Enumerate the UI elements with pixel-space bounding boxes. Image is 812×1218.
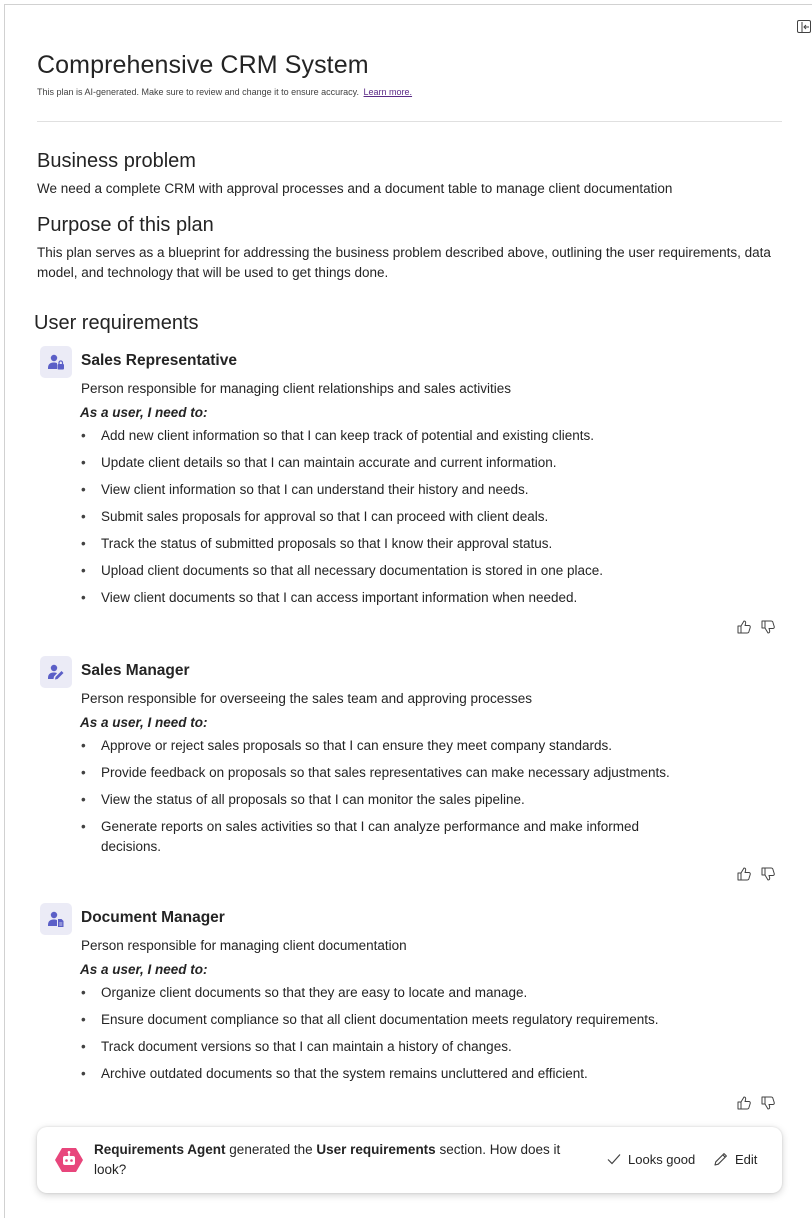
checkmark-icon: [606, 1151, 622, 1167]
learn-more-link[interactable]: Learn more.: [363, 87, 413, 97]
person-edit-icon: [47, 663, 65, 681]
persona-card-sales-manager: [40, 656, 782, 888]
requirement-item: • Submit sales proposals for approval so that I can proceed with client deals.: [80, 507, 680, 527]
requirement-item: • Update client details so that I can maintain accurate and current information.: [80, 453, 680, 473]
agent-message: [94, 1140, 574, 1180]
edit-label: Edit: [735, 1151, 758, 1167]
section-name: User requirements: [316, 1142, 436, 1157]
requirement-item: • Provide feedback on proposals so that sales representatives can make necessary adjustments.: [80, 763, 680, 783]
agent-bot-icon: [55, 1146, 83, 1174]
requirement-item: • View client information so that I can understand their history and needs.: [80, 480, 680, 500]
page-title: Comprehensive CRM System: [37, 51, 369, 79]
disclaimer-text: This plan is AI-generated. Make sure to review and change it to ensure accuracy.: [37, 87, 360, 97]
collapse-panel-icon[interactable]: [797, 20, 811, 33]
persona-description: Person responsible for overseeing the sales team and approving processes: [81, 691, 533, 706]
purpose-heading: Purpose of this plan: [37, 214, 214, 236]
requirement-item: • Approve or reject sales proposals so that I can ensure they meet company standards.: [80, 736, 680, 756]
edit-button[interactable]: [713, 1151, 757, 1167]
pencil-icon: [713, 1151, 729, 1167]
business-problem-section: [37, 149, 782, 199]
looks-good-button[interactable]: [606, 1151, 695, 1167]
thumbs-up-icon[interactable]: [736, 866, 752, 882]
persona-name: Sales Representative: [81, 352, 237, 369]
persona-avatar: [40, 903, 72, 935]
requirements-list: [80, 736, 680, 864]
frame-left-border: [4, 4, 5, 1218]
persona-description: Person responsible for managing client documentation: [81, 938, 407, 953]
agent-feedback-bar: [37, 1127, 782, 1193]
need-label: As a user, I need to:: [80, 405, 208, 420]
persona-card-document-manager: [40, 903, 782, 1118]
plan-header: [37, 50, 782, 98]
need-label: As a user, I need to:: [80, 715, 208, 730]
requirement-item: • Track the status of submitted proposals so that I know their approval status.: [80, 534, 680, 554]
persona-card-sales-representative: [40, 346, 782, 641]
requirement-item: • View client documents so that I can access important information when needed.: [80, 588, 680, 608]
requirement-item: • Upload client documents so that all necessary documentation is stored in one place.: [80, 561, 680, 581]
requirement-item: • View the status of all proposals so that I can monitor the sales pipeline.: [80, 790, 680, 810]
requirements-list: [80, 426, 680, 615]
persona-name: Sales Manager: [81, 662, 190, 679]
thumbs-down-icon[interactable]: [760, 1095, 776, 1111]
person-lock-icon: [47, 353, 65, 371]
frame-top-border: [4, 4, 812, 5]
feedback-controls: [736, 866, 776, 882]
thumbs-down-icon[interactable]: [760, 619, 776, 635]
requirement-item: • Archive outdated documents so that the system remains uncluttered and efficient.: [80, 1064, 680, 1084]
purpose-text: This plan serves as a blueprint for addressing the business problem described above, outlining the user requirements, data model, and technology that will be used to get things done.: [37, 245, 771, 280]
persona-description: Person responsible for managing client relationships and sales activities: [81, 381, 511, 396]
feedback-controls: [736, 619, 776, 635]
agent-message-mid: generated the: [229, 1142, 313, 1157]
header-divider: [37, 121, 782, 122]
persona-avatar: [40, 346, 72, 378]
user-requirements-heading: User requirements: [34, 312, 199, 334]
agent-name: Requirements Agent: [94, 1142, 226, 1157]
feedback-controls: [736, 1095, 776, 1111]
ai-disclaimer: [37, 86, 782, 98]
thumbs-down-icon[interactable]: [760, 866, 776, 882]
requirement-item: • Add new client information so that I can keep track of potential and existing clients.: [80, 426, 680, 446]
need-label: As a user, I need to:: [80, 962, 208, 977]
requirement-item: • Generate reports on sales activities so that I can analyze performance and make informed decisions.: [80, 817, 680, 857]
looks-good-label: Looks good: [628, 1151, 696, 1167]
purpose-section: [37, 213, 782, 283]
person-document-icon: [47, 910, 65, 928]
business-problem-text: We need a complete CRM with approval processes and a document table to manage client documentation: [37, 181, 673, 196]
business-problem-heading: Business problem: [37, 150, 196, 172]
requirement-item: • Organize client documents so that they are easy to locate and manage.: [80, 983, 680, 1003]
requirement-item: • Track document versions so that I can maintain a history of changes.: [80, 1037, 680, 1057]
requirements-list: [80, 983, 680, 1091]
thumbs-up-icon[interactable]: [736, 619, 752, 635]
requirement-item: • Ensure document compliance so that all client documentation meets regulatory requirements.: [80, 1010, 680, 1030]
agent-message-end: section. How does it look?: [94, 1142, 561, 1177]
persona-name: Document Manager: [81, 909, 225, 926]
thumbs-up-icon[interactable]: [736, 1095, 752, 1111]
persona-avatar: [40, 656, 72, 688]
